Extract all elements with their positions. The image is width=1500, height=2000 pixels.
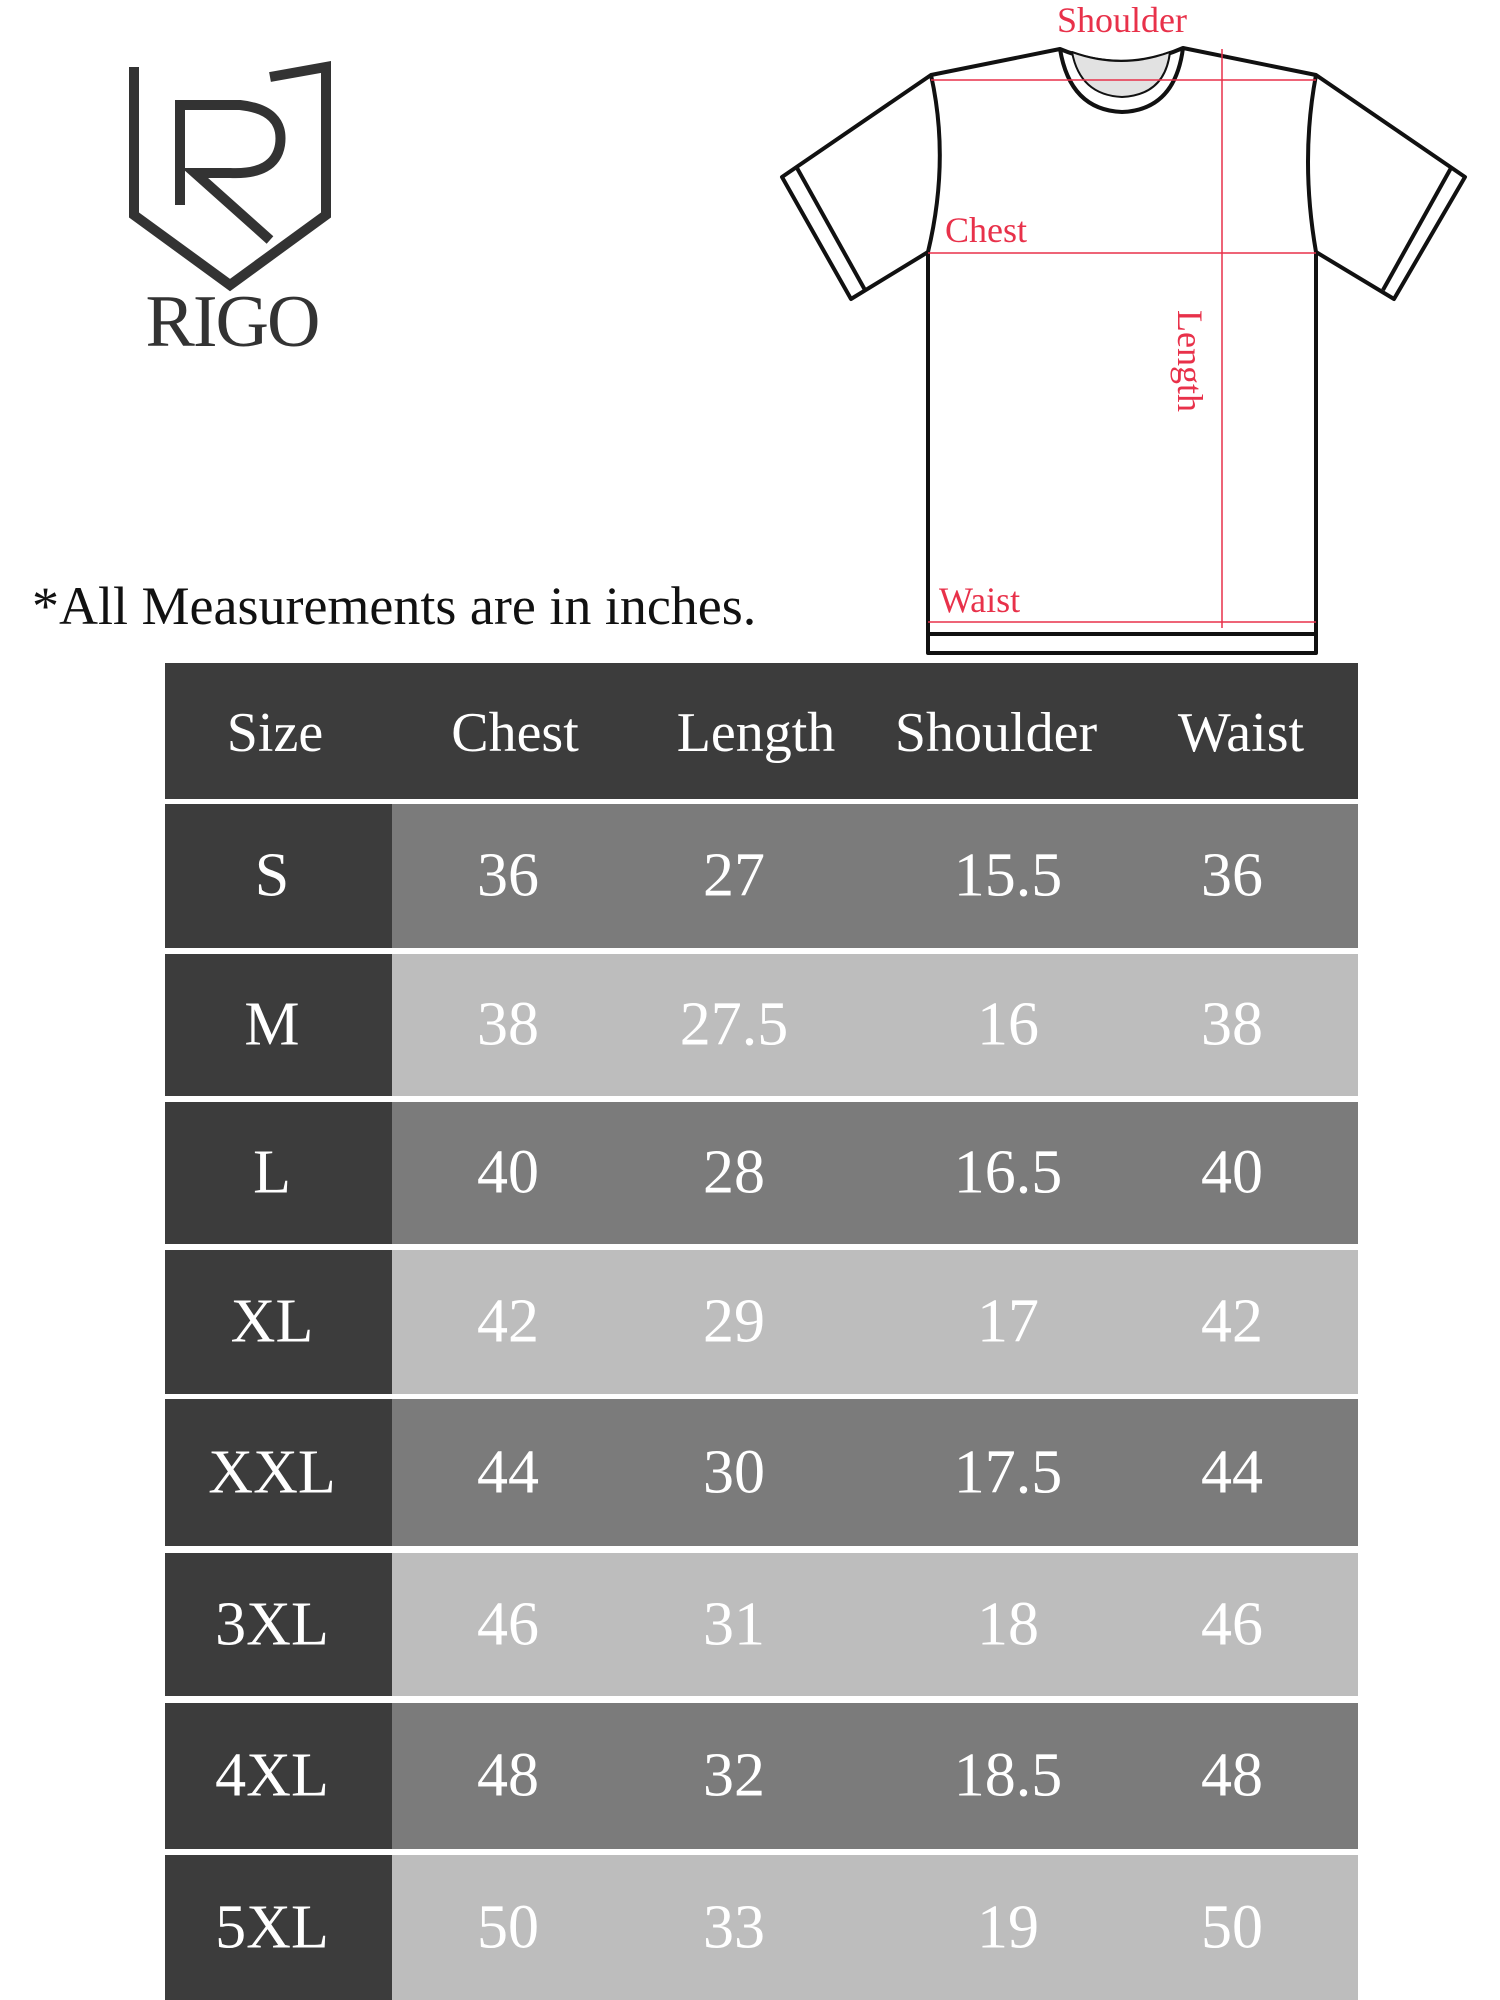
cell-size: 3XL xyxy=(215,1590,329,1658)
cell-shoulder: 18.5 xyxy=(953,1741,1063,1810)
cell-waist: 38 xyxy=(1201,990,1263,1059)
cell-size: XXL xyxy=(208,1438,336,1506)
table-row xyxy=(165,1855,1358,2000)
cell-length: 32 xyxy=(703,1741,765,1810)
header-length: Length xyxy=(676,702,836,764)
cell-chest: 38 xyxy=(477,990,539,1059)
cell-waist: 48 xyxy=(1201,1741,1263,1810)
cell-shoulder: 16.5 xyxy=(953,1138,1063,1207)
cell-waist: 36 xyxy=(1201,841,1263,910)
table-row xyxy=(165,1399,1358,1546)
cell-chest: 46 xyxy=(477,1590,539,1658)
cell-size: XL xyxy=(230,1287,314,1356)
cell-chest: 50 xyxy=(477,1893,539,1961)
measurement-note: *All Measurements are in inches. xyxy=(32,576,757,636)
cell-length: 30 xyxy=(703,1438,765,1506)
cell-size: 4XL xyxy=(215,1741,329,1810)
cell-size: L xyxy=(253,1138,291,1207)
cell-length: 29 xyxy=(703,1287,765,1356)
table-row xyxy=(165,1703,1358,1849)
cell-chest: 42 xyxy=(477,1287,539,1356)
cell-shoulder: 17 xyxy=(977,1287,1039,1356)
shoulder-label: Shoulder xyxy=(1057,0,1187,40)
cell-waist: 40 xyxy=(1201,1138,1263,1207)
cell-chest: 40 xyxy=(477,1138,539,1207)
brand-name: RIGO xyxy=(145,281,319,363)
cell-waist: 46 xyxy=(1201,1590,1263,1658)
table-row xyxy=(165,1250,1358,1394)
table-row xyxy=(165,804,1358,948)
table-row xyxy=(165,1553,1358,1696)
header-waist: Waist xyxy=(1177,702,1305,764)
cell-chest: 48 xyxy=(477,1741,539,1810)
table-header xyxy=(165,663,1358,799)
cell-size: 5XL xyxy=(215,1893,329,1961)
cell-size: M xyxy=(244,990,300,1059)
cell-length: 33 xyxy=(703,1893,765,1961)
length-label: Length xyxy=(1170,310,1210,412)
waist-label: Waist xyxy=(939,580,1021,620)
header-shoulder: Shoulder xyxy=(894,702,1098,764)
table-row xyxy=(165,954,1358,1096)
cell-shoulder: 15.5 xyxy=(953,841,1063,910)
cell-waist: 42 xyxy=(1201,1287,1263,1356)
cell-shoulder: 18 xyxy=(977,1590,1039,1658)
chest-label: Chest xyxy=(945,210,1028,250)
cell-length: 28 xyxy=(703,1138,765,1207)
cell-shoulder: 16 xyxy=(977,990,1039,1059)
cell-waist: 50 xyxy=(1201,1893,1263,1961)
cell-length: 27.5 xyxy=(679,990,789,1059)
cell-size: S xyxy=(254,841,290,910)
cell-length: 27 xyxy=(703,841,765,910)
cell-length: 31 xyxy=(703,1590,765,1658)
cell-shoulder: 19 xyxy=(977,1893,1039,1961)
cell-waist: 44 xyxy=(1201,1438,1263,1506)
cell-chest: 36 xyxy=(477,841,539,910)
header-chest: Chest xyxy=(451,702,579,764)
header-size: Size xyxy=(226,702,324,764)
cell-shoulder: 17.5 xyxy=(953,1438,1063,1506)
table-row xyxy=(165,1102,1358,1244)
tshirt-diagram xyxy=(0,0,1500,660)
cell-chest: 44 xyxy=(477,1438,539,1506)
